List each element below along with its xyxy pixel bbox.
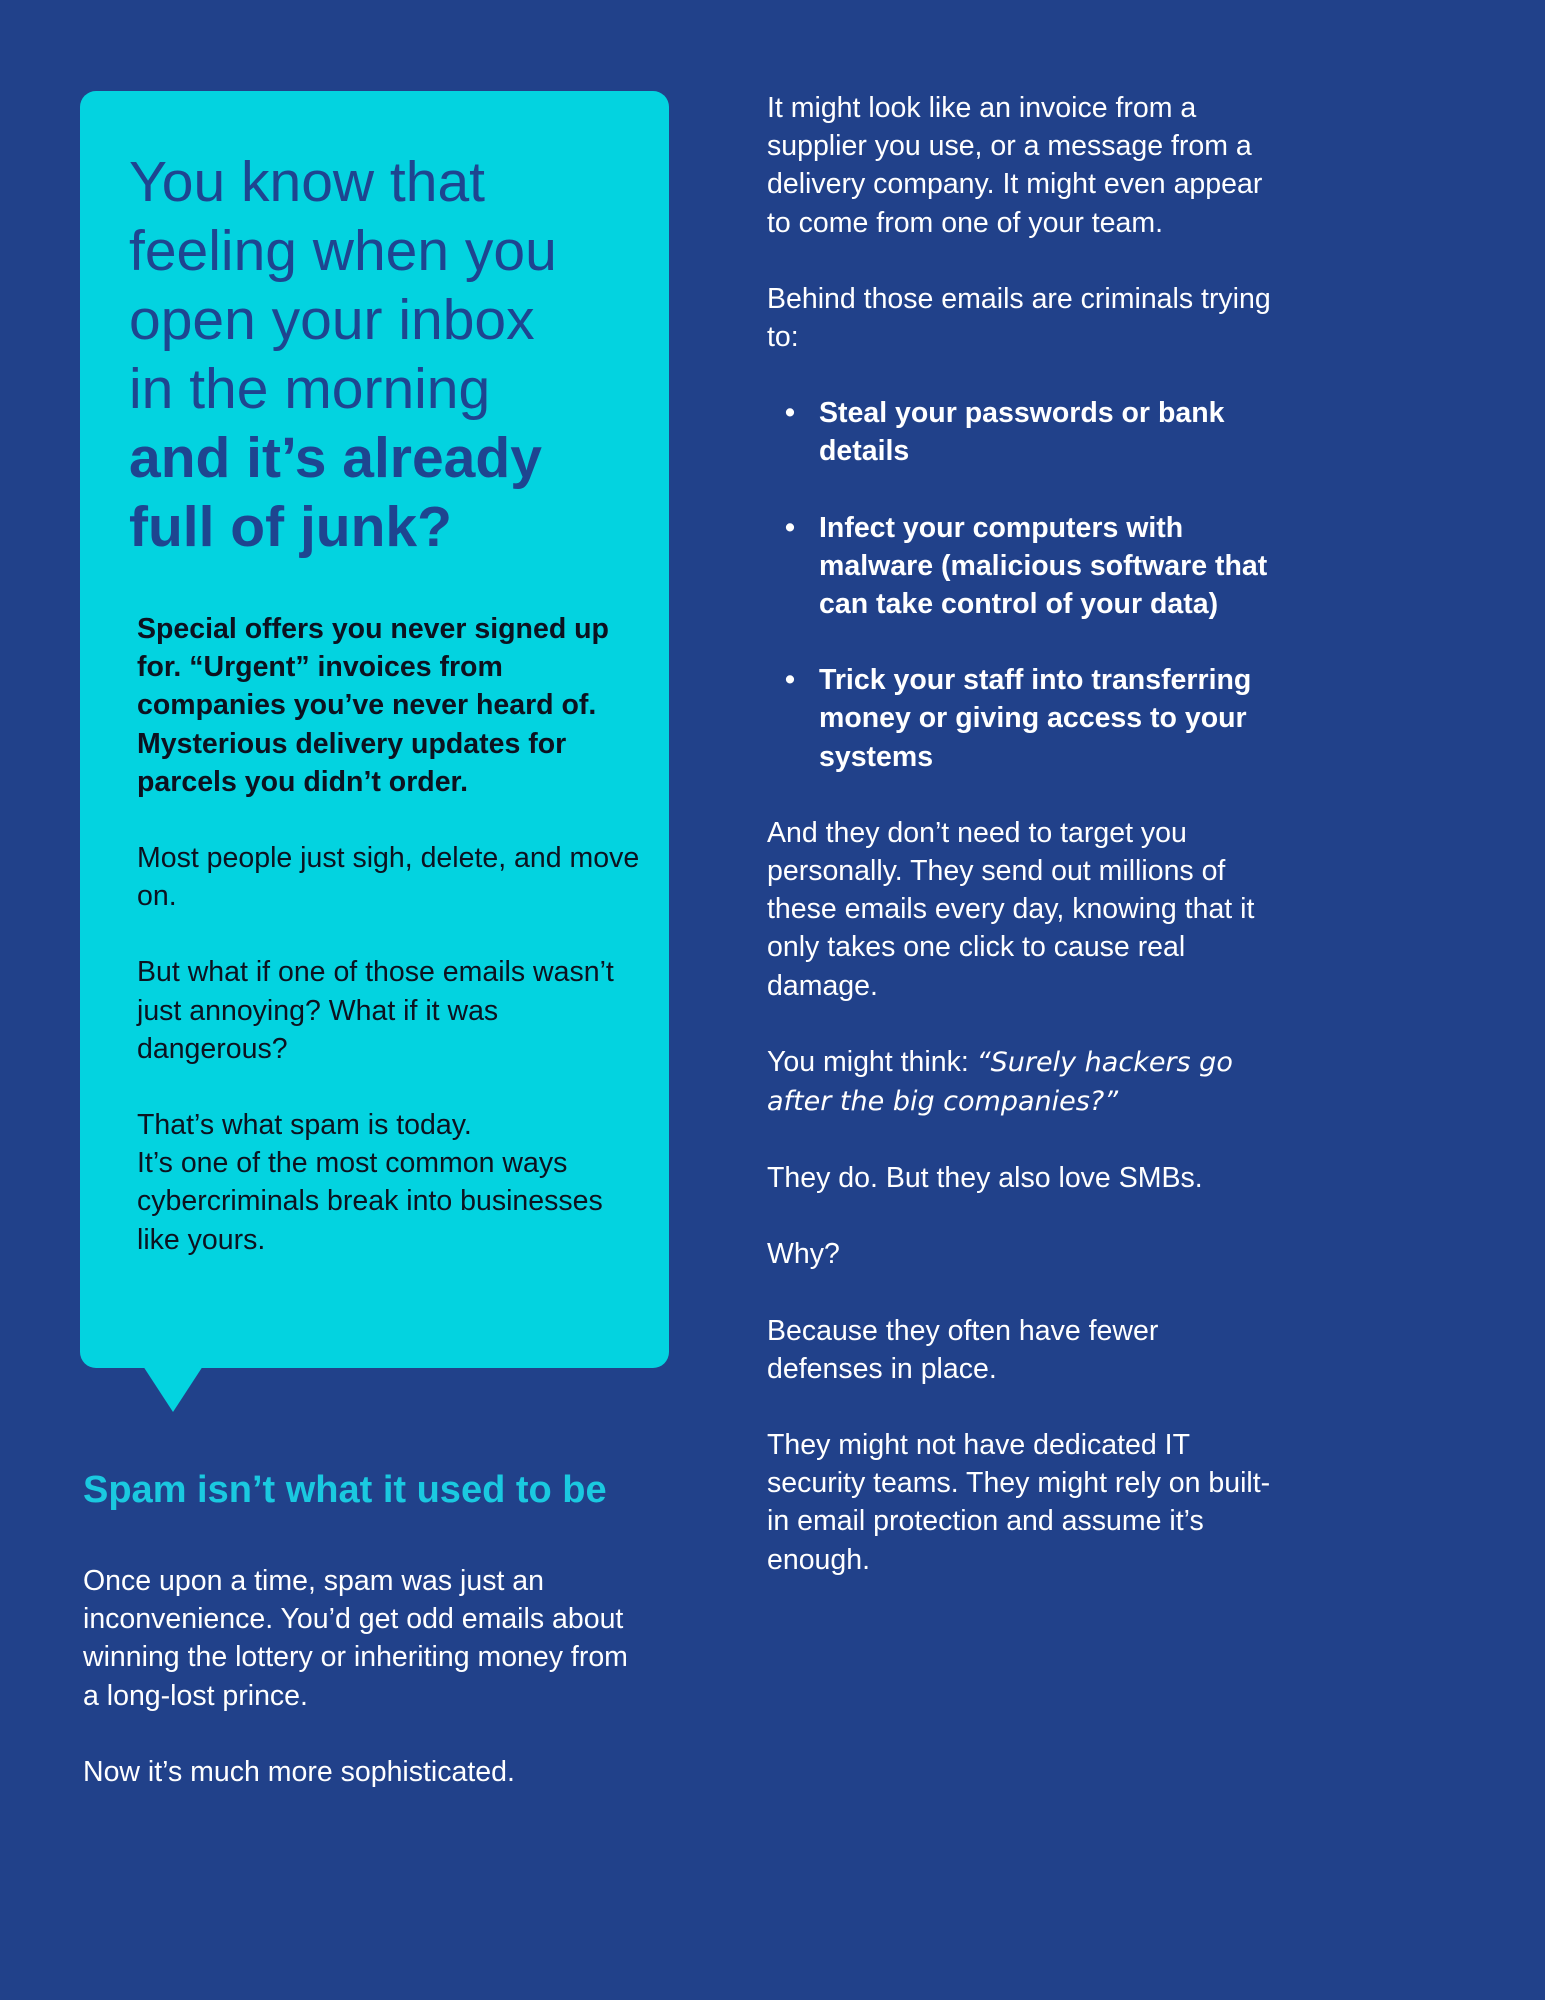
- heading-line: in the morning: [129, 357, 491, 421]
- bullet-icon: •: [785, 664, 795, 697]
- callout-body: [137, 610, 647, 1297]
- right-paragraph: Because they often have fewer defenses in place.: [767, 1314, 1159, 1385]
- callout-paragraph: Most people just sigh, delete, and move on.: [137, 842, 640, 913]
- right-paragraph: Behind those emails are criminals trying to:: [767, 282, 1271, 354]
- callout-paragraph-line: It’s one of the most common ways cybercriminals break into businesses like yours.: [137, 1147, 603, 1256]
- callout-heading: [129, 148, 649, 562]
- heading-line: open your inbox: [129, 288, 535, 352]
- quote-prefix: You might think:: [767, 1045, 977, 1078]
- quote-text: “Surely hackers go after the big companies?”: [767, 1046, 1233, 1118]
- list-item: [767, 661, 1277, 776]
- right-paragraph: [767, 1043, 1277, 1121]
- threat-list: [767, 394, 1277, 776]
- right-paragraph: They might not have dedicated IT security teams. They might rely on built-in email protection and assume it’s enough.: [767, 1429, 1271, 1576]
- right-paragraph: And they don’t need to target you personally. They send out millions of these emails every day, knowing that it only takes one click to cause real damage.: [767, 816, 1255, 1002]
- list-item: [767, 394, 1277, 470]
- section-paragraph: Now it’s much more sophisticated.: [83, 1755, 515, 1788]
- callout-paragraph-line: That’s what spam is today.: [137, 1109, 472, 1142]
- right-column: [767, 89, 1277, 1617]
- callout-lead: Special offers you never signed up for. “Urgent” invoices from companies you’ve never heard of. Mysterious delivery updates for parcels you didn’t order.: [137, 613, 609, 798]
- bullet-icon: •: [785, 511, 795, 544]
- heading-bold-line: and it’s already: [129, 426, 542, 490]
- list-item: [767, 509, 1277, 624]
- callout-tail: [143, 1366, 203, 1412]
- list-item-text: Infect your computers with malware (malicious software that can take control of your data): [819, 511, 1268, 621]
- section-title: Spam isn’t what it used to be: [83, 1469, 607, 1511]
- heading-line: You know that: [129, 150, 485, 214]
- section-body: [83, 1562, 643, 1829]
- right-paragraph: It might look like an invoice from a supplier you use, or a message from a delivery company. It might even appear to come from one of your team.: [767, 92, 1263, 239]
- section-paragraph: Once upon a time, spam was just an inconvenience. You’d get odd emails about winning the lottery or inheriting money from a long-lost prince.: [83, 1565, 628, 1712]
- heading-bold-line: full of junk?: [129, 495, 452, 559]
- heading-line: feeling when you: [129, 219, 557, 283]
- list-item-text: Trick your staff into transferring money or giving access to your systems: [819, 664, 1252, 773]
- right-paragraph: Why?: [767, 1238, 840, 1271]
- right-paragraph: They do. But they also love SMBs.: [767, 1162, 1203, 1195]
- bullet-icon: •: [785, 397, 795, 430]
- callout-paragraph: [137, 1106, 647, 1259]
- callout-paragraph: But what if one of those emails wasn’t just annoying? What if it was dangerous?: [137, 956, 614, 1065]
- list-item-text: Steal your passwords or bank details: [819, 397, 1225, 468]
